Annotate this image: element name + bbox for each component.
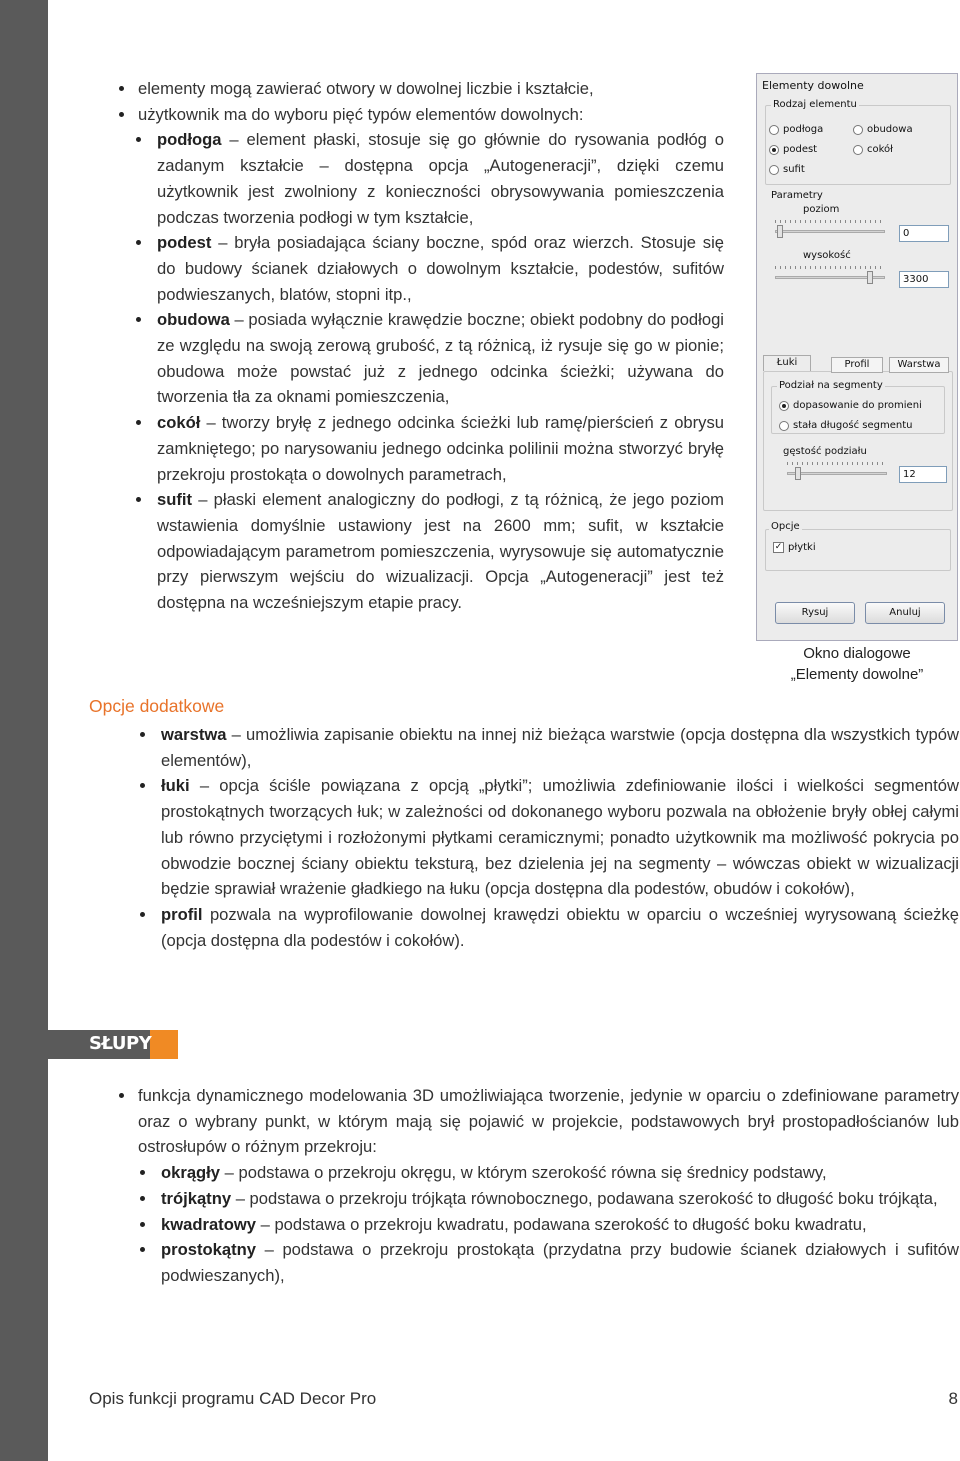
element-types-list [157, 127, 724, 615]
dialog-elementy-dowolne [756, 73, 958, 641]
group-label: Rodzaj elementu [773, 99, 857, 110]
dialog-title: Elementy dowolne [762, 79, 864, 92]
options-list [161, 722, 959, 953]
radio-podloga[interactable]: podłoga [769, 124, 823, 135]
gestosc-slider[interactable] [787, 472, 887, 475]
list-item-podest: podest – bryła posiadająca ściany boczne, spód oraz wierzch. Stosuje się do budowy ścianek działowych o dowolnym kształcie, podestów, sufitów podwieszanych, blatów, stopni itp., [157, 230, 724, 307]
left-margin-bar [0, 0, 48, 1461]
list-item-obudowa: obudowa – posiada wyłącznie krawędzie boczne; obiekt podobny do podłogi ze względu na swoją zerową grubość, z tą różnicą, iż rysuje się go w pionie; obudowa może powstać już z jednego odcinka ścieżki; używana do tworzenia tła za oknami pomieszczenia, [157, 307, 724, 410]
column-types-list [161, 1160, 959, 1289]
list-item: elementy mogą zawierać otwory w dowolnej liczbie i kształcie, [138, 76, 724, 102]
tab-profil[interactable]: Profil [831, 357, 883, 373]
list-item-sufit: sufit – płaski element analogiczny do podłogi, z tą różnicą, że jego poziom wstawienia domyślnie ustawiony jest na 2600 mm; sufit, w kształcie odpowiadającym parametrom pomieszczenia, wyrysowuje się automatycznie przy pierwszym wejściu do wizualizacji. Opcja „Autogeneracji” jest też dostępna na wcześniejszym etapie pracy. [157, 487, 724, 616]
poziom-label: poziom [803, 204, 840, 215]
wysokosc-field[interactable]: 3300 [899, 271, 949, 288]
list-item-prostokatny: prostokątny – podstawa o przekroju prostokąta (przydatna przy budowie ścianek działowych i sufitów podwieszanych), [161, 1237, 959, 1288]
list-item-kwadratowy: kwadratowy – podstawa o przekroju kwadratu, podawana szerokość to długość boku kwadratu, [161, 1212, 959, 1238]
list-item: użytkownik ma do wyboru pięć typów elementów dowolnych: podłoga – element płaski, stosuje się go głównie do rysowania podłóg o zadanym kształcie – dostępna opcja „Autogeneracji”, dzięki czemu użytkownik jest zwolniony z konieczności obrysowywania pomieszczenia podczas tworzenia podłogi w tym kształcie, podest – bryła posiadająca ściany boczne, spód oraz wierzch. Stosuje się do budowy ścianek działowych o dowolnym kształcie, podestów, sufitów podwieszanych, blatów, stopni itp., obudowa – posiada wyłącznie krawędzie boczne; obiekt podobny do podłogi ze względu na swoją zerową grubość, z tą różnicą, iż rysuje się go w pionie; obudowa może powstać już z jednego odcinka ścieżki; używana do tworzenia tła za oknami pomieszczenia, cokół – tworzy bryłę z jednego odcinka ścieżki lub ramę/pierścień z obrysu zamkniętego; po narysowaniu jednego odcinka polilinii można stworzyć bryłę przekroju prostokąta o dowolnych parametrach, sufit – płaski element analogiczny do podłogi, z tą różnicą, że jego poziom wstawienia domyślnie ustawiony jest na 2600 mm; sufit, w kształcie odpowiadającym parametrom pomieszczenia, wyrysowuje się automatycznie przy pierwszym wejściu do wizualizacji. Opcja „Autogeneracji” jest też dostępna na wcześniejszym etapie pracy. [138, 102, 724, 616]
list-item-cokol: cokół – tworzy bryłę z jednego odcinka ścieżki lub ramę/pierścień z obrysu zamkniętego; po narysowaniu jednego odcinka polilinii można stworzyć bryłę przekroju prostokąta o dowolnych parametrach, [157, 410, 724, 487]
poziom-slider[interactable] [775, 230, 885, 233]
list-item-podloga: podłoga – element płaski, stosuje się go głównie do rysowania podłóg o zadanym kształcie – dostępna opcja „Autogeneracji”, dzięki czemu użytkownik jest zwolniony z konieczności obrysowywania pomieszczenia podczas tworzenia podłogi w tym kształcie, [157, 127, 724, 230]
list-item-warstwa: warstwa – umożliwia zapisanie obiektu na innej niż bieżąca warstwie (opcja dostępna dla wszystkich typów elementów), [161, 722, 959, 773]
footer-title: Opis funkcji programu CAD Decor Pro [89, 1389, 377, 1408]
slider-ticks [787, 462, 887, 465]
draw-button[interactable]: Rysuj [775, 602, 855, 624]
radio-dopasowanie[interactable]: dopasowanie do promieni [779, 400, 922, 411]
group-label: Opcje [771, 521, 800, 532]
section-heading-slupy: SŁUPY [89, 1033, 152, 1054]
section-bar-accent [150, 1030, 178, 1059]
wysokosc-label: wysokość [803, 250, 851, 261]
checkbox-plytki[interactable]: ✓ płytki [774, 542, 816, 553]
radio-cokol[interactable]: cokół [853, 144, 893, 155]
page-number: 8 [948, 1389, 958, 1408]
gestosc-slider-thumb[interactable] [795, 467, 801, 480]
tab-warstwa[interactable]: Warstwa [889, 357, 949, 373]
radio-sufit[interactable]: sufit [769, 164, 805, 175]
cancel-button[interactable]: Anuluj [865, 602, 945, 624]
poziom-slider-thumb[interactable] [777, 225, 783, 238]
slider-ticks [775, 266, 885, 269]
section-heading-opcje: Opcje dodatkowe [89, 696, 225, 716]
list-item-luki: łuki – opcja ściśle powiązana z opcją „płytki”; umożliwia zdefiniowanie ilości i wielkości segmentów prostokątnych tworzących łuk; w zależności od dokonanego wyboru pozwala na obłożenie bryły obłej całymi lub równo przyciętymi i rozłożonymi płytkami ceramicznymi; ponadto użytkownik ma możliwość pokrycia po obwodzie bocznej ściany obiektu teksturą, bez dzielenia jej na segmenty – wówczas obiekt w wizualizacji będzie sprawiał wrażenie gładkiego na łuku (opcja dostępna dla podestów, obudów i cokołów), [161, 773, 959, 902]
list-item-okragly: okrągły – podstawa o przekroju okręgu, w którym szerokość równa się średnicy podstawy, [161, 1160, 959, 1186]
list-item-trojkatny: trójkątny – podstawa o przekroju trójkąta równobocznego, podawana szerokość to długość boku trójkąta, [161, 1186, 959, 1212]
gestosc-field[interactable]: 12 [899, 466, 947, 483]
figure-caption: Okno dialogowe „Elementy dowolne” [790, 645, 924, 683]
poziom-field[interactable]: 0 [899, 225, 949, 242]
columns-list [138, 1083, 959, 1289]
radio-obudowa[interactable]: obudowa [853, 124, 913, 135]
tab-luki[interactable]: Łuki [763, 355, 811, 371]
gestosc-label: gęstość podziału [783, 446, 867, 457]
radio-stala-dlugosc[interactable]: stała długość segmentu [779, 420, 913, 431]
list-item: funkcja dynamicznego modelowania 3D umożliwiająca tworzenie, jedynie w oparciu o zdefiniowane parametry oraz o wybrany punkt, w którym mają się pojawić w projekcie, podstawowych brył prostopadłościanów lub ostrosłupów o różnym przekroju: okrągły – podstawa o przekroju okręgu, w którym szerokość równa się średnicy podstawy, trójkątny – podstawa o przekroju trójkąta równobocznego, podawana szerokość to długość boku trójkąta, kwadratowy – podstawa o przekroju kwadratu, podawana szerokość to długość boku kwadratu, prostokątny – podstawa o przekroju prostokąta (przydatna przy budowie ścianek działowych i sufitów podwieszanych), [138, 1083, 959, 1289]
radio-podest[interactable]: podest [769, 144, 817, 155]
check-icon: ✓ [774, 542, 783, 552]
group-label: Podział na segmenty [779, 380, 883, 391]
elements-list [138, 76, 724, 616]
wysokosc-slider-thumb[interactable] [867, 271, 873, 284]
slider-ticks [775, 220, 885, 223]
group-label: Parametry [771, 190, 823, 201]
list-item-profil: profil pozwala na wyprofilowanie dowolnej krawędzi obiektu w oparciu o wcześniej wyrysowaną ścieżkę (opcja dostępna dla podestów i cokołów). [161, 902, 959, 953]
